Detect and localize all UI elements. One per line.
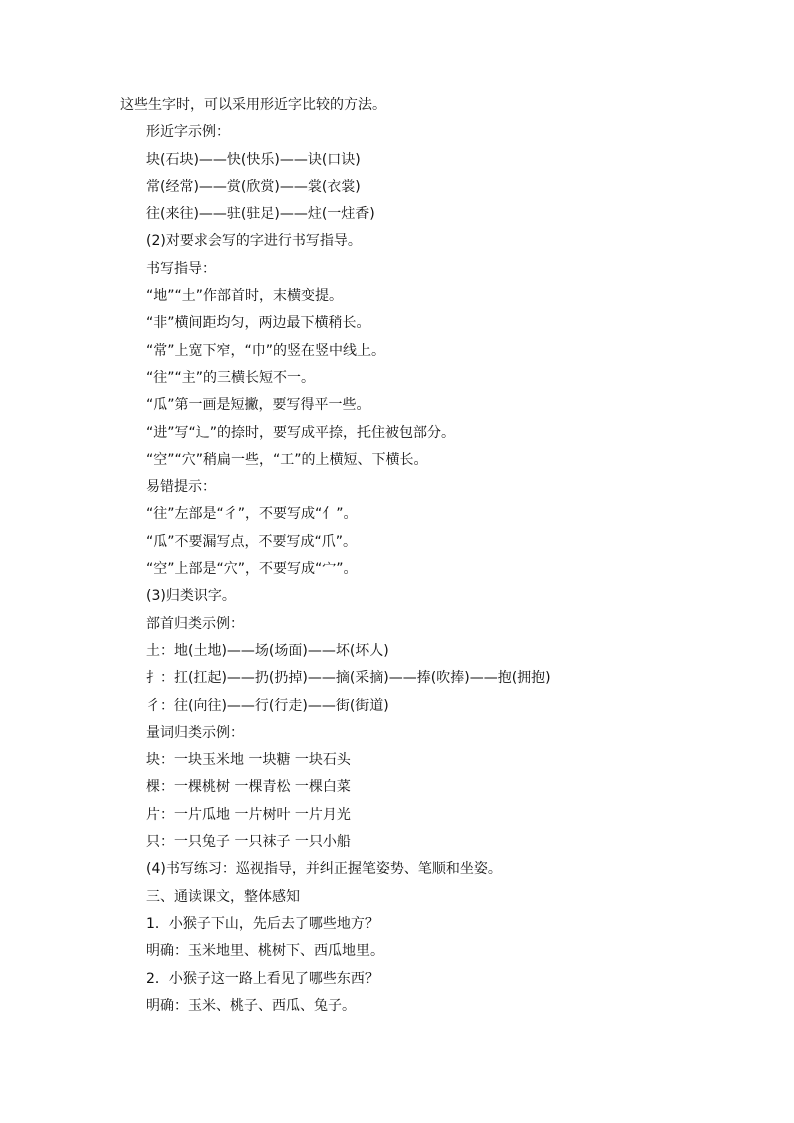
text-line: 1．小猴子下山，先后去了哪些地方？ (146, 915, 379, 932)
text-line: 形近字示例： (146, 124, 230, 141)
text-line: 2．小猴子这一路上看见了哪些东西？ (146, 970, 379, 987)
text-line: 彳：往(向往)——行(行走)——街(街道) (146, 697, 389, 714)
text-line: 只：一只兔子 一只袜子 一只小船 (146, 834, 351, 851)
text-line: 书写指导： (146, 260, 216, 277)
text-line: 棵：一棵桃树 一棵青松 一棵白菜 (146, 779, 351, 796)
text-line: 易错提示： (146, 479, 216, 496)
text-line: “瓜”第一画是短撇，要写得平一些。 (146, 397, 371, 414)
text-line: 片：一片瓜地 一片树叶 一片月光 (146, 806, 351, 823)
text-line: “非”横间距均匀，两边最下横稍长。 (146, 315, 371, 332)
text-line: 量词归类示例： (146, 724, 244, 741)
text-line: 部首归类示例： (146, 615, 244, 632)
text-line: 块(石块)——快(快乐)——诀(口诀) (146, 151, 361, 168)
text-line: 明确：玉米地里、桃树下、西瓜地里。 (146, 943, 384, 960)
text-line: “常”上宽下窄，“巾”的竖在竖中线上。 (146, 342, 386, 359)
text-line: “瓜”不要漏写点，不要写成“爪”。 (146, 533, 358, 550)
text-line: 块：一块玉米地 一块糖 一块石头 (146, 752, 351, 769)
text-line: 这些生字时，可以采用形近字比较的方法。 (120, 97, 386, 113)
text-line: 三、通读课文，整体感知 (146, 888, 300, 905)
text-line: “往”左部是“彳”，不要写成“亻”。 (146, 506, 358, 523)
text-line: 明确：玉米、桃子、西瓜、兔子。 (146, 997, 356, 1014)
text-line: “进”写“辶”的捺时，要写成平捺，托住被包部分。 (146, 424, 456, 441)
text-line: “空”“穴”稍扁一些，“工”的上横短、下横长。 (146, 451, 428, 468)
text-line: (3)归类识字。 (146, 588, 236, 605)
text-line: “空”上部是“穴”，不要写成“宀”。 (146, 561, 358, 578)
text-line: “地”“土”作部首时，末横变提。 (146, 288, 344, 305)
document-body (120, 92, 760, 1020)
text-line: (4)书写练习：巡视指导，并纠正握笔姿势、笔顺和坐姿。 (146, 861, 502, 878)
text-line: 常(经常)——赏(欣赏)——裳(衣裳) (146, 178, 361, 195)
text-line: 往(来往)——驻(驻足)——炷(一炷香) (146, 206, 375, 223)
text-line: “往”“主”的三横长短不一。 (146, 369, 316, 386)
text-line: (2)对要求会写的字进行书写指导。 (146, 233, 362, 250)
text-line: 扌：扛(扛起)——扔(扔掉)——摘(采摘)——捧(吹捧)——抱(拥抱) (146, 670, 551, 687)
text-line: 土：地(土地)——场(场面)——坏(坏人) (146, 642, 389, 659)
